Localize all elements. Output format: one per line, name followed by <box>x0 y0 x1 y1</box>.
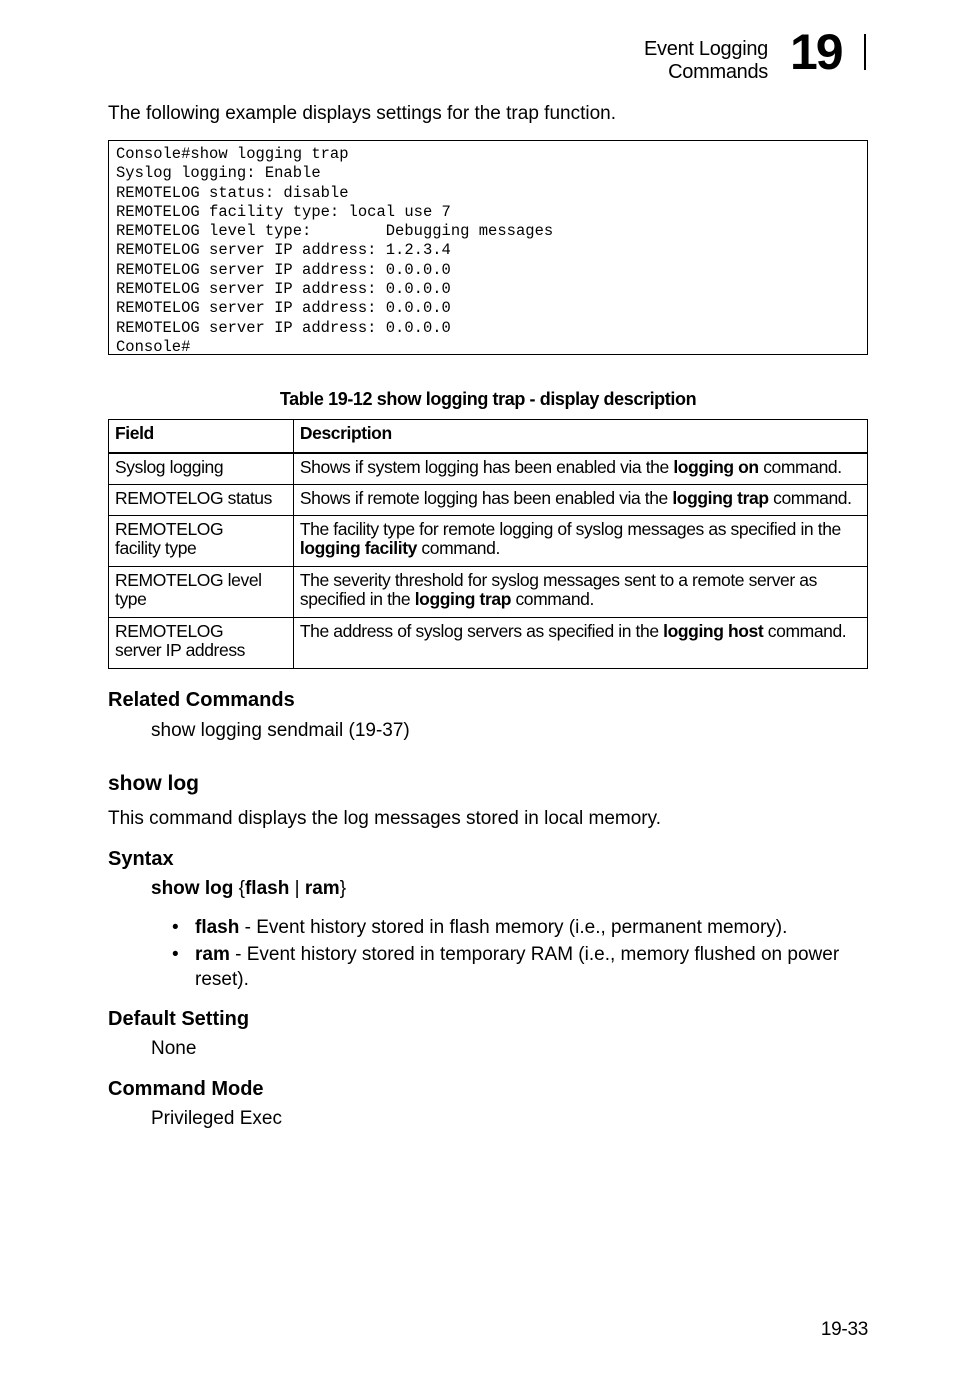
intro-text: The following example displays settings for the trap function. <box>108 103 616 124</box>
table-row <box>109 566 868 617</box>
column-header-field: Field <box>109 420 294 454</box>
bullet-marker: • <box>172 944 179 965</box>
code-example: Console#show logging trap Syslog logging: Enable REMOTELOG status: disable REMOTELOG facility type: local use 7 REMOTELOG level type: Debugging messages REMOTELOG server IP address: 1.2.3.4 REMOTELOG server IP address: 0.0.0.0 REMOTELOG server IP address: 0.0.0.0 REMOTELOG server IP address: 0.0.0.0 REMOTELOG server IP address: 0.0.0.0 Console# <box>108 140 868 355</box>
table-row <box>109 453 868 484</box>
table-header-row <box>109 420 868 454</box>
syntax-options-list <box>170 915 850 994</box>
command-heading: show log <box>108 772 199 795</box>
description-cell: The severity threshold for syslog messages sent to a remote server as specified in the logging trap command. <box>293 566 867 617</box>
syntax-heading: Syntax <box>108 848 174 870</box>
field-cell: REMOTELOG server IP address <box>109 617 294 668</box>
description-cell: The facility type for remote logging of syslog messages as specified in the logging facility command. <box>293 515 867 566</box>
field-cell: REMOTELOG level type <box>109 566 294 617</box>
field-cell: REMOTELOG facility type <box>109 515 294 566</box>
table-row <box>109 515 868 566</box>
bullet-marker: • <box>172 917 179 938</box>
field-cell: REMOTELOG status <box>109 484 294 515</box>
default-setting-value: None <box>151 1038 197 1059</box>
description-table <box>108 419 868 669</box>
description-cell: Shows if system logging has been enabled via the logging on command. <box>293 453 867 484</box>
list-item: • flash - Event history stored in flash memory (i.e., permanent memory). <box>172 917 788 938</box>
chapter-number: 19 <box>790 24 842 80</box>
related-commands-heading: Related Commands <box>108 689 295 711</box>
command-mode-value: Privileged Exec <box>151 1108 282 1129</box>
table-row <box>109 617 868 668</box>
syntax-line: show log {flash | ram} <box>151 878 347 899</box>
command-mode-heading: Command Mode <box>108 1078 264 1100</box>
table-caption: Table 19-12 show logging trap - display description <box>279 389 697 409</box>
page-number: 19-33 <box>820 1319 868 1340</box>
default-setting-heading: Default Setting <box>108 1008 250 1030</box>
list-item: • ram - Event history stored in temporary RAM (i.e., memory flushed on power reset). <box>172 944 840 990</box>
table-row <box>109 484 868 515</box>
description-cell: The address of syslog servers as specified in the logging host command. <box>293 617 867 668</box>
chapter-rule <box>864 34 866 70</box>
related-commands-link[interactable]: show logging sendmail (19-37) <box>151 720 410 741</box>
field-cell: Syslog logging <box>109 453 294 484</box>
description-cell: Shows if remote logging has been enabled via the logging trap command. <box>293 484 867 515</box>
command-description: This command displays the log messages stored in local memory. <box>108 808 661 829</box>
running-header-title: Event Logging Commands <box>644 38 768 83</box>
column-header-description: Description <box>293 420 867 454</box>
